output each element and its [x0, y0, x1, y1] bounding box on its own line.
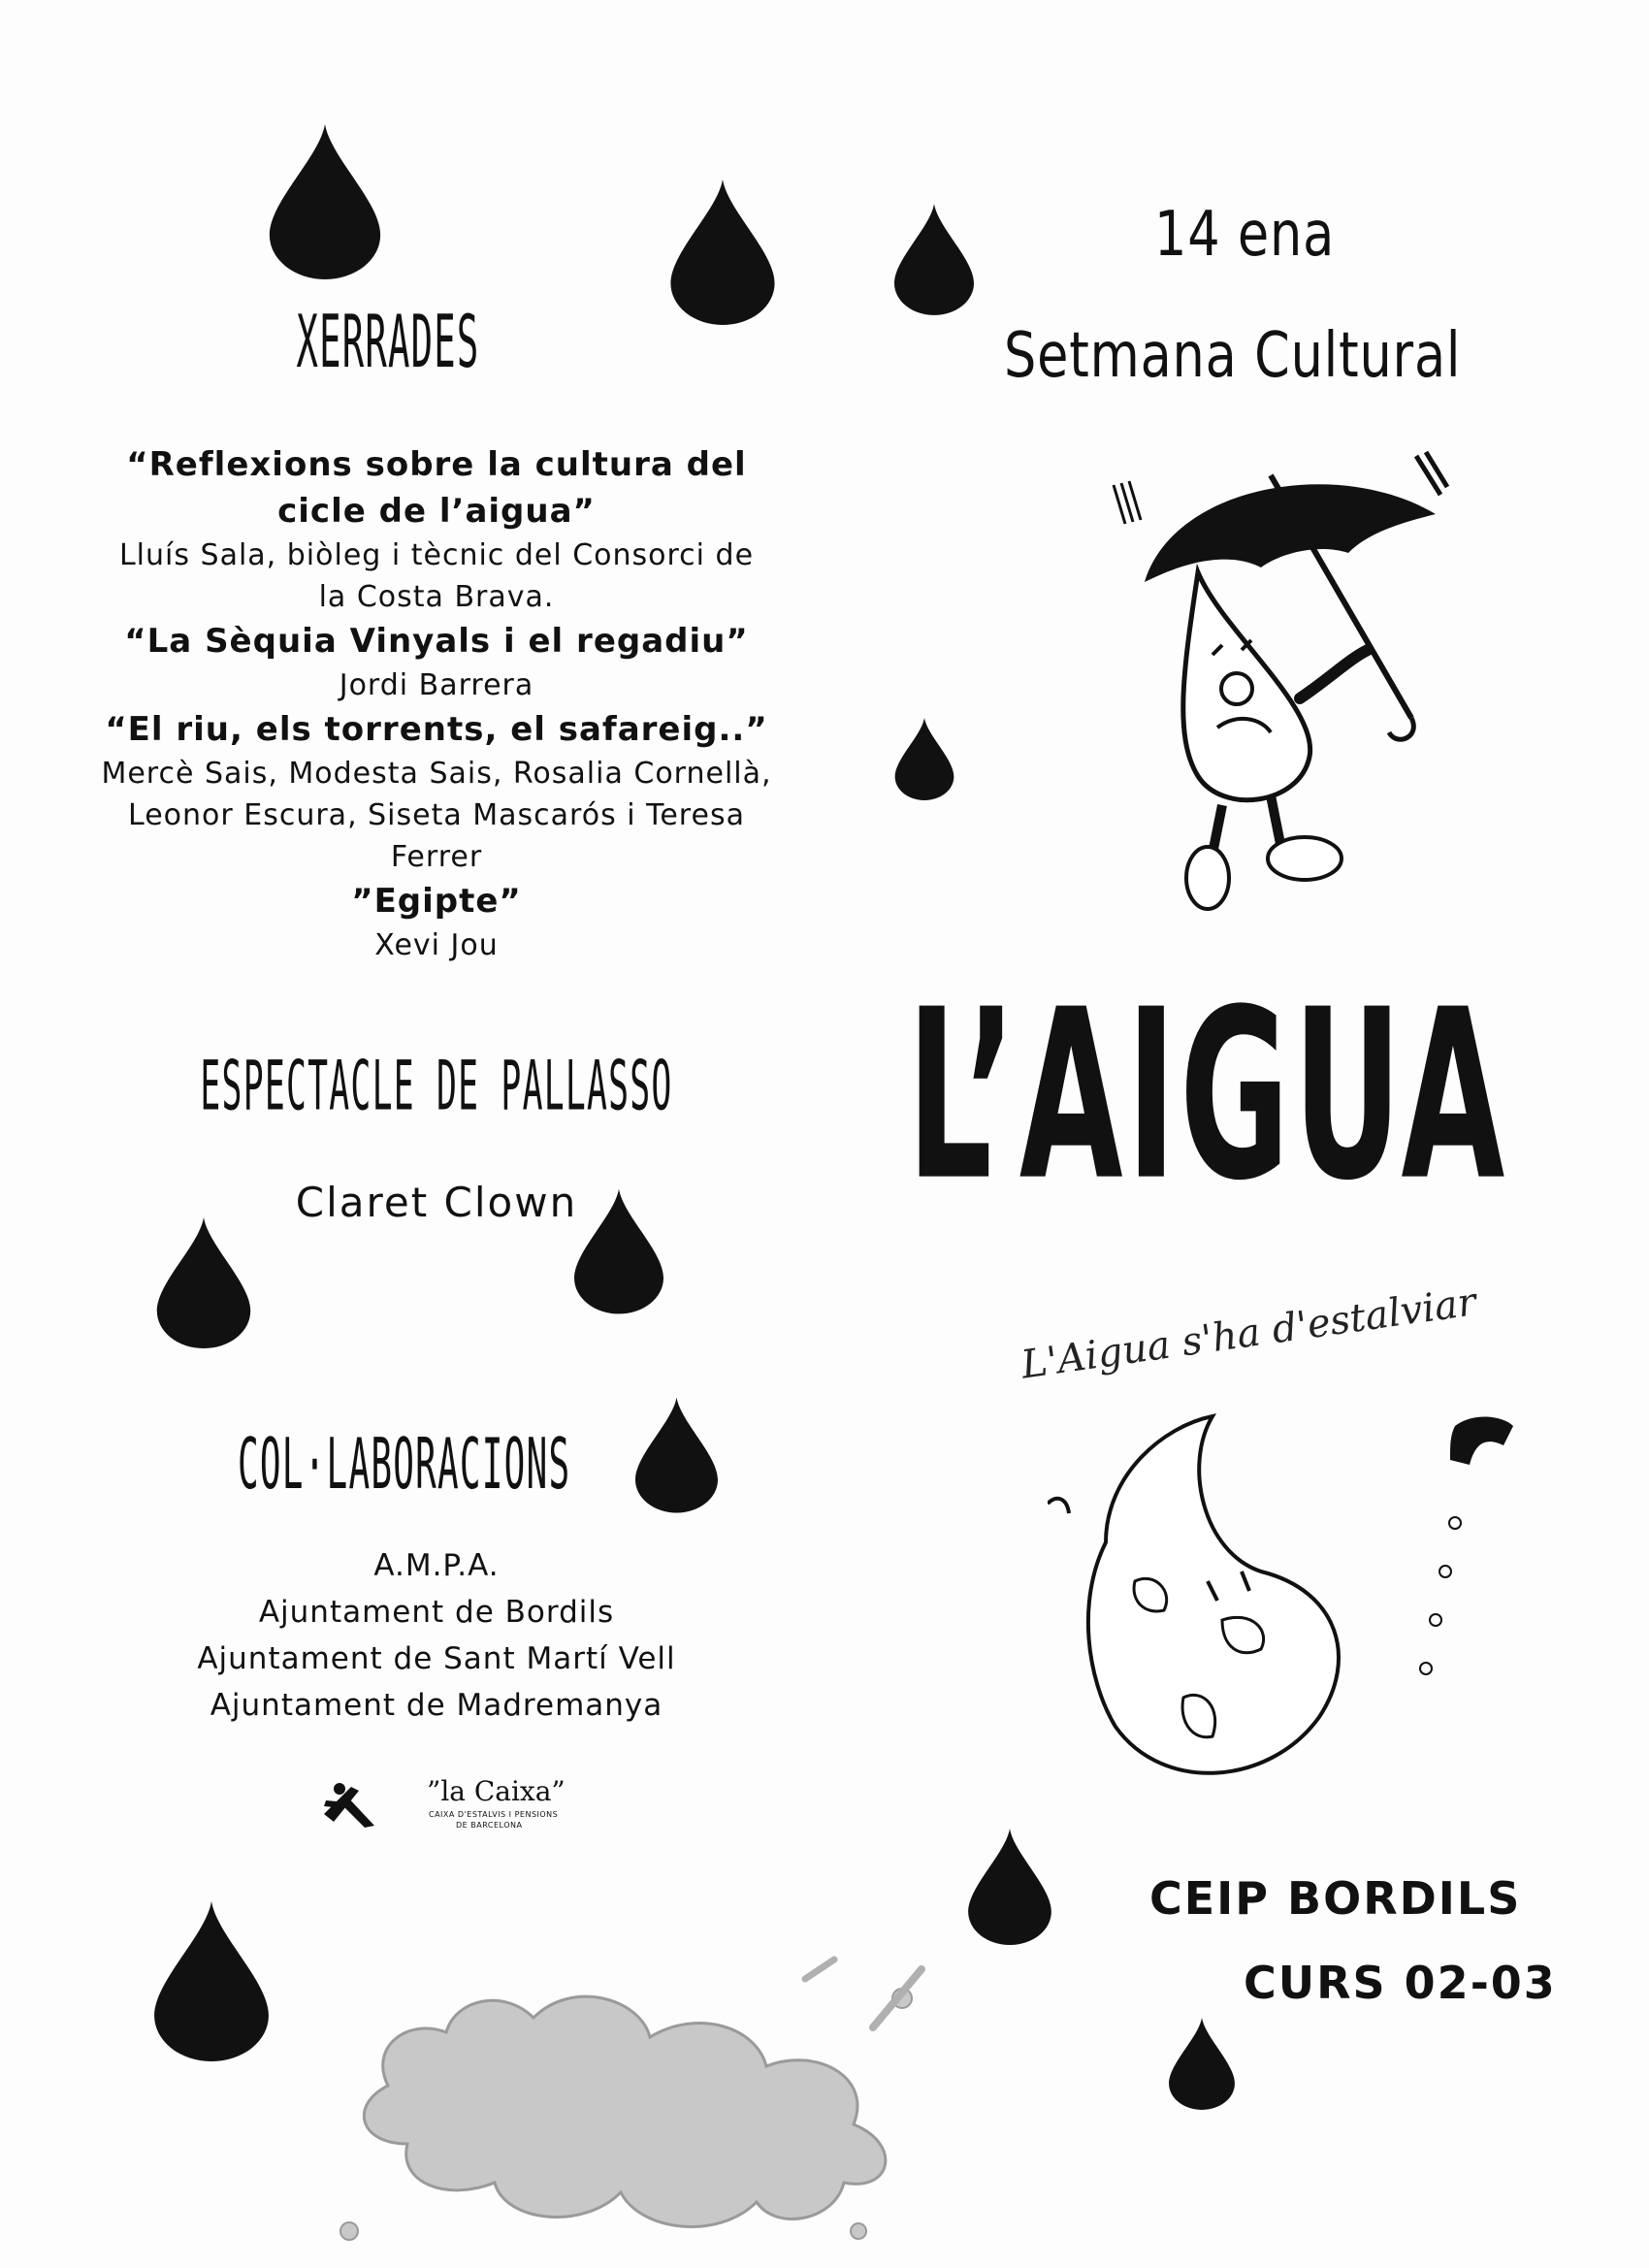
- talk-speaker: Lluís Sala, biòleg i tècnic del Consorci de: [118, 538, 755, 572]
- sponsor-logo: [320, 1775, 592, 1833]
- talk-title: “El riu, els torrents, el safareig..”: [105, 710, 768, 749]
- event-title: Setmana Cultural: [1004, 320, 1462, 392]
- clown-name: Claret Clown: [295, 1179, 578, 1226]
- water-drop-icon: [894, 204, 974, 315]
- water-drop-icon: [669, 179, 776, 325]
- sponsor-subline: DE BARCELONA: [456, 1821, 523, 1830]
- collaborator-item: Ajuntament de Madremanya: [210, 1688, 663, 1723]
- school-name: CEIP BORDILS: [1149, 1872, 1522, 1925]
- collaborator-item: Ajuntament de Bordils: [258, 1595, 615, 1630]
- talk-item: [97, 618, 776, 706]
- drop-character-with-umbrella-illustration: [1106, 446, 1455, 922]
- water-drop-icon: [635, 1397, 718, 1513]
- talks-list: [97, 441, 776, 966]
- talk-speaker: Mercè Sais, Modesta Sais, Rosalia Cornellà,: [101, 757, 772, 791]
- crying-earth-illustration: [1048, 1407, 1513, 1814]
- course-year: CURS 02-03: [1244, 1957, 1557, 2009]
- water-drop-icon: [1169, 2018, 1235, 2110]
- water-drop-icon: [267, 124, 383, 279]
- collaborator-item: Ajuntament de Sant Martí Vell: [197, 1641, 676, 1676]
- water-drop-icon: [155, 1217, 252, 1348]
- talk-speaker: Ferrer: [390, 840, 483, 874]
- water-splash-image: [330, 1940, 931, 2260]
- collaborator-item: A.M.P.A.: [373, 1548, 500, 1583]
- talk-title: “Reflexions sobre la cultura del: [126, 445, 747, 484]
- sponsor-name: ”la Caixa”: [427, 1775, 566, 1807]
- collaborations-heading: COL·LABORACIONS: [238, 1422, 571, 1506]
- talk-speaker: la Costa Brava.: [318, 580, 555, 614]
- talk-title: cicle de l’aigua”: [277, 492, 596, 531]
- main-title: L’AIGUA: [907, 960, 1508, 1233]
- water-drop-icon: [153, 1901, 270, 2061]
- talk-speaker: Xevi Jou: [374, 928, 499, 962]
- talk-title: “La Sèquia Vinyals i el regadiu”: [124, 622, 749, 661]
- handwritten-slogan: L'Aigua s'ha d'estalviar: [1018, 1280, 1479, 1388]
- sponsor-subline: CAIXA D'ESTALVIS I PENSIONS: [429, 1810, 559, 1819]
- water-drop-icon: [967, 1829, 1052, 1945]
- talk-item: [97, 706, 776, 878]
- talk-speaker: Jordi Barrera: [339, 668, 534, 702]
- clown-show-heading: ESPECTACLE DE PALLASSO: [200, 1047, 673, 1127]
- edition-label: 14 ena: [1154, 199, 1336, 271]
- talk-item: [97, 441, 776, 618]
- star-icon: [320, 1777, 378, 1830]
- talk-title: ”Egipte”: [351, 882, 522, 921]
- talk-speaker: Leonor Escura, Siseta Mascarós i Teresa: [128, 798, 745, 832]
- talks-heading: XERRADES: [296, 300, 480, 385]
- talk-item: [97, 878, 776, 966]
- collaborators-list: [97, 1542, 776, 1729]
- water-drop-icon: [894, 718, 954, 800]
